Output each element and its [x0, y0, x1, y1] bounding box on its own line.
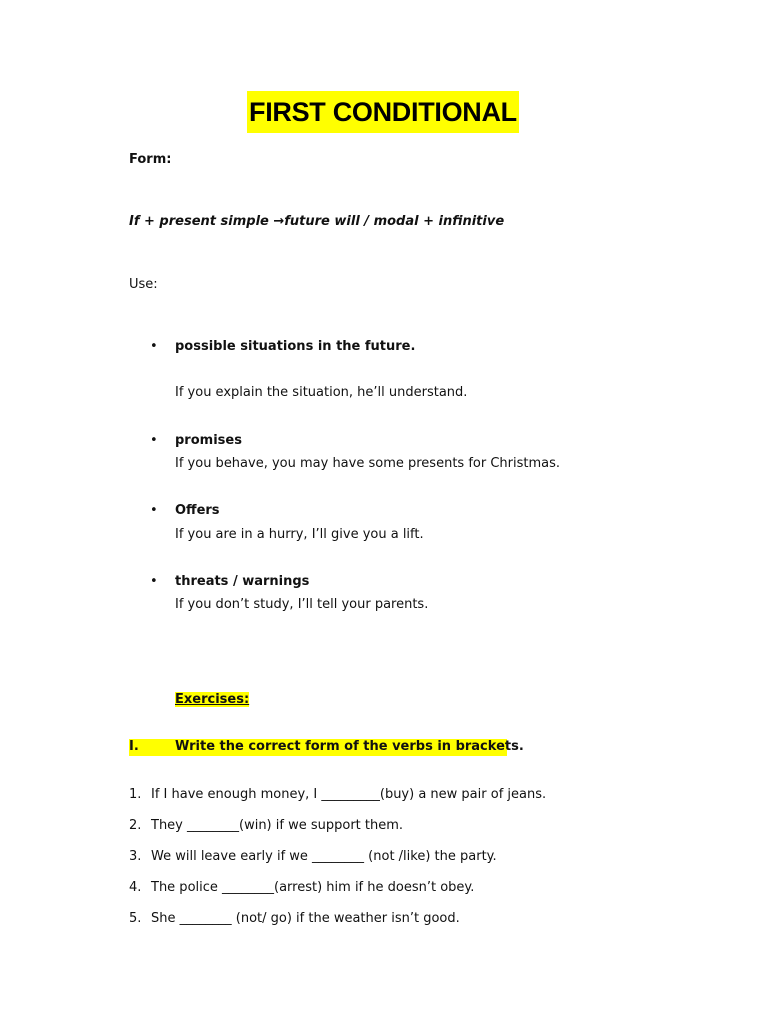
bullet-icon: • [150, 339, 158, 354]
exercise-instruction: Write the correct form of the verbs in brackets. [175, 739, 524, 754]
exercise-number: 4. [129, 880, 142, 895]
form-label: Form: [129, 152, 172, 167]
use-item-example: If you are in a hurry, I’ll give you a lift. [175, 527, 424, 542]
exercise-item: They ________(win) if we support them. [151, 818, 404, 833]
use-item-heading: Offers [175, 503, 220, 518]
page-title: FIRST CONDITIONAL [247, 91, 519, 133]
use-item-heading: possible situations in the future. [175, 339, 416, 354]
exercise-item: If I have enough money, I _________(buy) a new pair of jeans. [151, 787, 547, 802]
exercise-number: 3. [129, 849, 142, 864]
bullet-icon: • [150, 433, 158, 448]
use-item-example: If you explain the situation, he’ll understand. [175, 385, 468, 400]
form-formula: If + present simple →future will / modal + infinitive [129, 214, 505, 229]
exercise-item: We will leave early if we ________ (not /like) the party. [151, 849, 497, 864]
use-item-heading: promises [175, 433, 242, 448]
use-item-heading: threats / warnings [175, 574, 310, 589]
exercise-item: She ________ (not/ go) if the weather isn’t good. [151, 911, 460, 926]
exercise-item: The police ________(arrest) him if he doesn’t obey. [151, 880, 475, 895]
use-item-example: If you behave, you may have some presents for Christmas. [175, 456, 561, 471]
exercise-number: 2. [129, 818, 142, 833]
exercise-number: 5. [129, 911, 142, 926]
exercises-label: Exercises: [175, 692, 250, 707]
use-item-example: If you don’t study, I’ll tell your parents. [175, 597, 429, 612]
use-label: Use: [129, 277, 158, 292]
bullet-icon: • [150, 503, 158, 518]
bullet-icon: • [150, 574, 158, 589]
exercise-section-number: I. [129, 739, 139, 754]
exercise-number: 1. [129, 787, 142, 802]
